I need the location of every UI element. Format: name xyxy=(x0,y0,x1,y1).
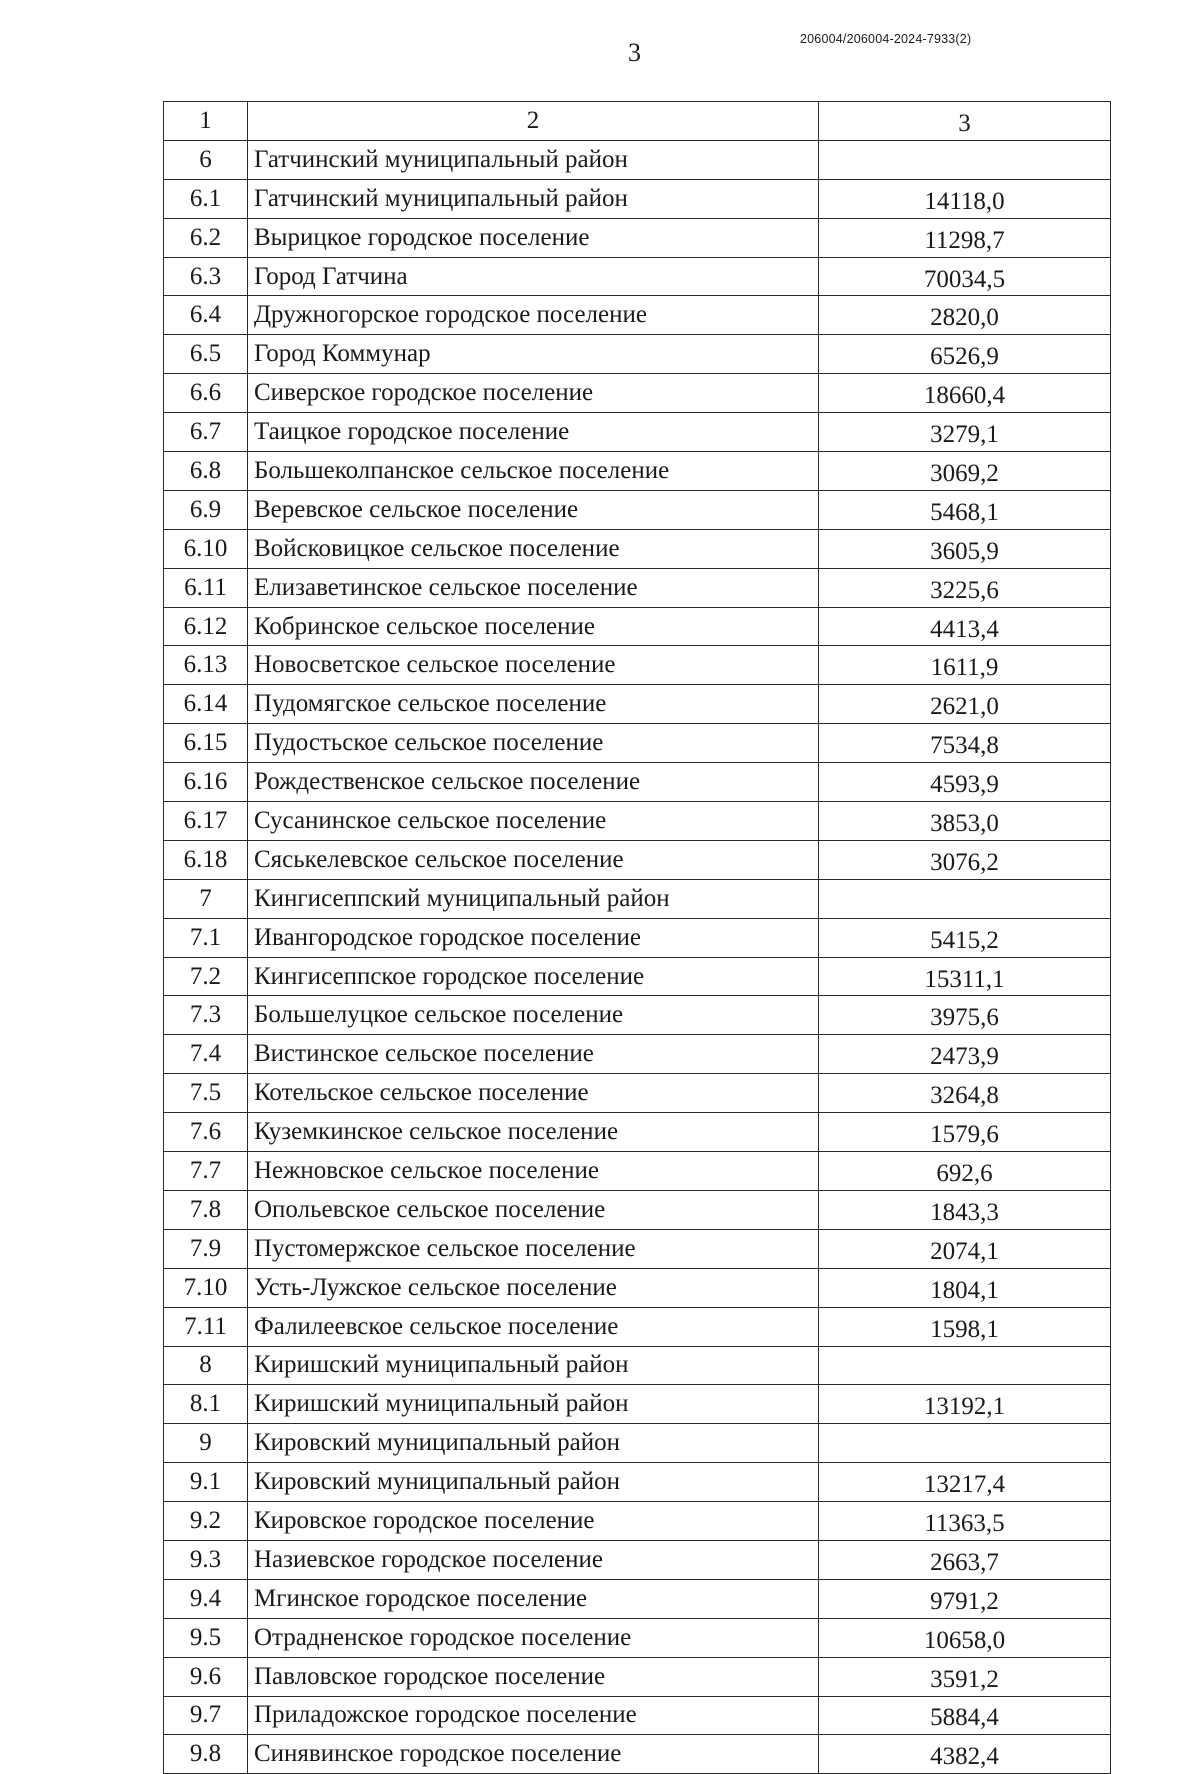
row-number: 7.5 xyxy=(164,1074,248,1113)
row-name: Таицкое городское поселение xyxy=(248,413,819,452)
row-number: 6.16 xyxy=(164,763,248,802)
table-row xyxy=(164,996,1111,1035)
row-name: Усть-Лужское сельское поселение xyxy=(248,1268,819,1307)
row-value: 6526,9 xyxy=(819,335,1111,374)
table-row xyxy=(164,490,1111,529)
row-value xyxy=(819,1346,1111,1385)
row-number: 6.11 xyxy=(164,568,248,607)
row-value: 1579,6 xyxy=(819,1113,1111,1152)
row-name: Город Гатчина xyxy=(248,257,819,296)
row-number: 9.1 xyxy=(164,1463,248,1502)
row-value: 3591,2 xyxy=(819,1657,1111,1696)
table-row xyxy=(164,918,1111,957)
row-number: 6.17 xyxy=(164,802,248,841)
row-value: 13192,1 xyxy=(819,1385,1111,1424)
row-name: Киришский муниципальный район xyxy=(248,1385,819,1424)
row-name: Кировский муниципальный район xyxy=(248,1463,819,1502)
row-value: 3279,1 xyxy=(819,413,1111,452)
row-name: Назиевское городское поселение xyxy=(248,1540,819,1579)
table-row xyxy=(164,1152,1111,1191)
table-row xyxy=(164,1385,1111,1424)
row-number: 6.3 xyxy=(164,257,248,296)
table-row xyxy=(164,1035,1111,1074)
row-name: Котельское сельское поселение xyxy=(248,1074,819,1113)
table-row xyxy=(164,140,1111,179)
row-name: Сяськелевское сельское поселение xyxy=(248,840,819,879)
row-name: Новосветское сельское поселение xyxy=(248,646,819,685)
table-row xyxy=(164,568,1111,607)
row-name: Фалилеевское сельское поселение xyxy=(248,1307,819,1346)
row-value: 9791,2 xyxy=(819,1579,1111,1618)
row-value: 5415,2 xyxy=(819,918,1111,957)
table-row xyxy=(164,1463,1111,1502)
row-name: Ивангородское городское поселение xyxy=(248,918,819,957)
row-name: Большеколпанское сельское поселение xyxy=(248,452,819,491)
row-value xyxy=(819,1424,1111,1463)
row-value: 18660,4 xyxy=(819,374,1111,413)
row-number: 7.8 xyxy=(164,1190,248,1229)
row-value: 15311,1 xyxy=(819,957,1111,996)
table-row xyxy=(164,1696,1111,1735)
row-value: 3975,6 xyxy=(819,996,1111,1035)
table-row xyxy=(164,1579,1111,1618)
row-number: 8.1 xyxy=(164,1385,248,1424)
row-number: 6.10 xyxy=(164,529,248,568)
row-name: Синявинское городское поселение xyxy=(248,1735,819,1774)
row-value: 13217,4 xyxy=(819,1463,1111,1502)
row-value: 2074,1 xyxy=(819,1229,1111,1268)
row-number: 6.9 xyxy=(164,490,248,529)
row-name: Пустомержское сельское поселение xyxy=(248,1229,819,1268)
table-row xyxy=(164,374,1111,413)
page-number: 3 xyxy=(628,38,641,67)
row-number: 9.7 xyxy=(164,1696,248,1735)
row-number: 6.2 xyxy=(164,218,248,257)
table-row xyxy=(164,1424,1111,1463)
row-name: Вырицкое городское поселение xyxy=(248,218,819,257)
row-name: Войсковицкое сельское поселение xyxy=(248,529,819,568)
row-number: 9.3 xyxy=(164,1540,248,1579)
row-number: 6.14 xyxy=(164,685,248,724)
table-row xyxy=(164,1307,1111,1346)
row-name: Кировский муниципальный район xyxy=(248,1424,819,1463)
table-row xyxy=(164,335,1111,374)
row-number: 6.12 xyxy=(164,607,248,646)
row-number: 7 xyxy=(164,879,248,918)
table-row xyxy=(164,1190,1111,1229)
row-value: 3605,9 xyxy=(819,529,1111,568)
header-col-1: 1 xyxy=(164,102,248,141)
table-row xyxy=(164,1074,1111,1113)
row-value: 2473,9 xyxy=(819,1035,1111,1074)
row-value: 5468,1 xyxy=(819,490,1111,529)
row-number: 7.6 xyxy=(164,1113,248,1152)
row-number: 7.3 xyxy=(164,996,248,1035)
row-value xyxy=(819,140,1111,179)
row-name: Опольевское сельское поселение xyxy=(248,1190,819,1229)
table-row xyxy=(164,1657,1111,1696)
table-row xyxy=(164,607,1111,646)
row-number: 6.18 xyxy=(164,840,248,879)
table-row xyxy=(164,257,1111,296)
row-value: 1804,1 xyxy=(819,1268,1111,1307)
row-value: 1843,3 xyxy=(819,1190,1111,1229)
row-number: 7.4 xyxy=(164,1035,248,1074)
row-number: 8 xyxy=(164,1346,248,1385)
row-name: Гатчинский муниципальный район xyxy=(248,179,819,218)
row-value: 3076,2 xyxy=(819,840,1111,879)
table-row xyxy=(164,1268,1111,1307)
row-number: 6.6 xyxy=(164,374,248,413)
row-number: 6.5 xyxy=(164,335,248,374)
row-number: 7.7 xyxy=(164,1152,248,1191)
row-number: 7.2 xyxy=(164,957,248,996)
table-row xyxy=(164,218,1111,257)
row-number: 9.6 xyxy=(164,1657,248,1696)
row-value xyxy=(819,879,1111,918)
table-row xyxy=(164,957,1111,996)
table-row xyxy=(164,646,1111,685)
row-number: 9.5 xyxy=(164,1618,248,1657)
table-row xyxy=(164,1540,1111,1579)
row-name: Сусанинское сельское поселение xyxy=(248,802,819,841)
table-row xyxy=(164,1735,1111,1774)
table-row xyxy=(164,452,1111,491)
table-row xyxy=(164,802,1111,841)
row-value: 70034,5 xyxy=(819,257,1111,296)
row-name: Рождественское сельское поселение xyxy=(248,763,819,802)
row-name: Павловское городское поселение xyxy=(248,1657,819,1696)
row-name: Кобринское сельское поселение xyxy=(248,607,819,646)
row-name: Пудостьское сельское поселение xyxy=(248,724,819,763)
row-value: 3069,2 xyxy=(819,452,1111,491)
table-row xyxy=(164,296,1111,335)
row-value: 4382,4 xyxy=(819,1735,1111,1774)
row-value: 1611,9 xyxy=(819,646,1111,685)
row-value: 3225,6 xyxy=(819,568,1111,607)
row-value: 2621,0 xyxy=(819,685,1111,724)
table-row xyxy=(164,685,1111,724)
table-row xyxy=(164,1229,1111,1268)
row-value: 11298,7 xyxy=(819,218,1111,257)
row-name: Дружногорское городское поселение xyxy=(248,296,819,335)
row-name: Кингисеппское городское поселение xyxy=(248,957,819,996)
row-name: Пудомягское сельское поселение xyxy=(248,685,819,724)
row-number: 7.10 xyxy=(164,1268,248,1307)
table-row xyxy=(164,879,1111,918)
row-value: 3853,0 xyxy=(819,802,1111,841)
table-row xyxy=(164,1502,1111,1541)
row-value: 10658,0 xyxy=(819,1618,1111,1657)
row-name: Вистинское сельское поселение xyxy=(248,1035,819,1074)
row-number: 6.8 xyxy=(164,452,248,491)
row-name: Большелуцкое сельское поселение xyxy=(248,996,819,1035)
row-name: Кировское городское поселение xyxy=(248,1502,819,1541)
row-name: Гатчинский муниципальный район xyxy=(248,140,819,179)
row-value: 7534,8 xyxy=(819,724,1111,763)
row-name: Мгинское городское поселение xyxy=(248,1579,819,1618)
table-header-row xyxy=(164,102,1111,141)
row-number: 6.13 xyxy=(164,646,248,685)
row-value: 2820,0 xyxy=(819,296,1111,335)
row-value: 14118,0 xyxy=(819,179,1111,218)
row-name: Сиверское городское поселение xyxy=(248,374,819,413)
row-name: Веревское сельское поселение xyxy=(248,490,819,529)
row-number: 6.15 xyxy=(164,724,248,763)
row-number: 9.2 xyxy=(164,1502,248,1541)
table-row xyxy=(164,413,1111,452)
table-row xyxy=(164,179,1111,218)
row-name: Куземкинское сельское поселение xyxy=(248,1113,819,1152)
row-value: 692,6 xyxy=(819,1152,1111,1191)
row-number: 6.4 xyxy=(164,296,248,335)
row-number: 9 xyxy=(164,1424,248,1463)
row-name: Киришский муниципальный район xyxy=(248,1346,819,1385)
row-number: 6 xyxy=(164,140,248,179)
row-number: 6.7 xyxy=(164,413,248,452)
row-number: 9.8 xyxy=(164,1735,248,1774)
row-value: 2663,7 xyxy=(819,1540,1111,1579)
row-value: 5884,4 xyxy=(819,1696,1111,1735)
row-number: 6.1 xyxy=(164,179,248,218)
row-name: Кингисеппский муниципальный район xyxy=(248,879,819,918)
row-number: 9.4 xyxy=(164,1579,248,1618)
row-number: 7.9 xyxy=(164,1229,248,1268)
row-value: 4413,4 xyxy=(819,607,1111,646)
row-name: Город Коммунар xyxy=(248,335,819,374)
table-row xyxy=(164,724,1111,763)
table-row xyxy=(164,1346,1111,1385)
header-col-3: 3 xyxy=(819,102,1111,141)
row-name: Елизаветинское сельское поселение xyxy=(248,568,819,607)
row-value: 4593,9 xyxy=(819,763,1111,802)
row-number: 7.1 xyxy=(164,918,248,957)
row-number: 7.11 xyxy=(164,1307,248,1346)
row-name: Нежновское сельское поселение xyxy=(248,1152,819,1191)
row-name: Приладожское городское поселение xyxy=(248,1696,819,1735)
row-value: 11363,5 xyxy=(819,1502,1111,1541)
row-value: 3264,8 xyxy=(819,1074,1111,1113)
table-row xyxy=(164,1113,1111,1152)
table-row xyxy=(164,840,1111,879)
table-row xyxy=(164,529,1111,568)
row-value: 1598,1 xyxy=(819,1307,1111,1346)
allocation-table xyxy=(163,101,1110,1774)
header-col-2: 2 xyxy=(248,102,819,141)
table-row xyxy=(164,763,1111,802)
row-name: Отрадненское городское поселение xyxy=(248,1618,819,1657)
document-id: 206004/206004-2024-7933(2) xyxy=(800,32,972,46)
table-row xyxy=(164,1618,1111,1657)
